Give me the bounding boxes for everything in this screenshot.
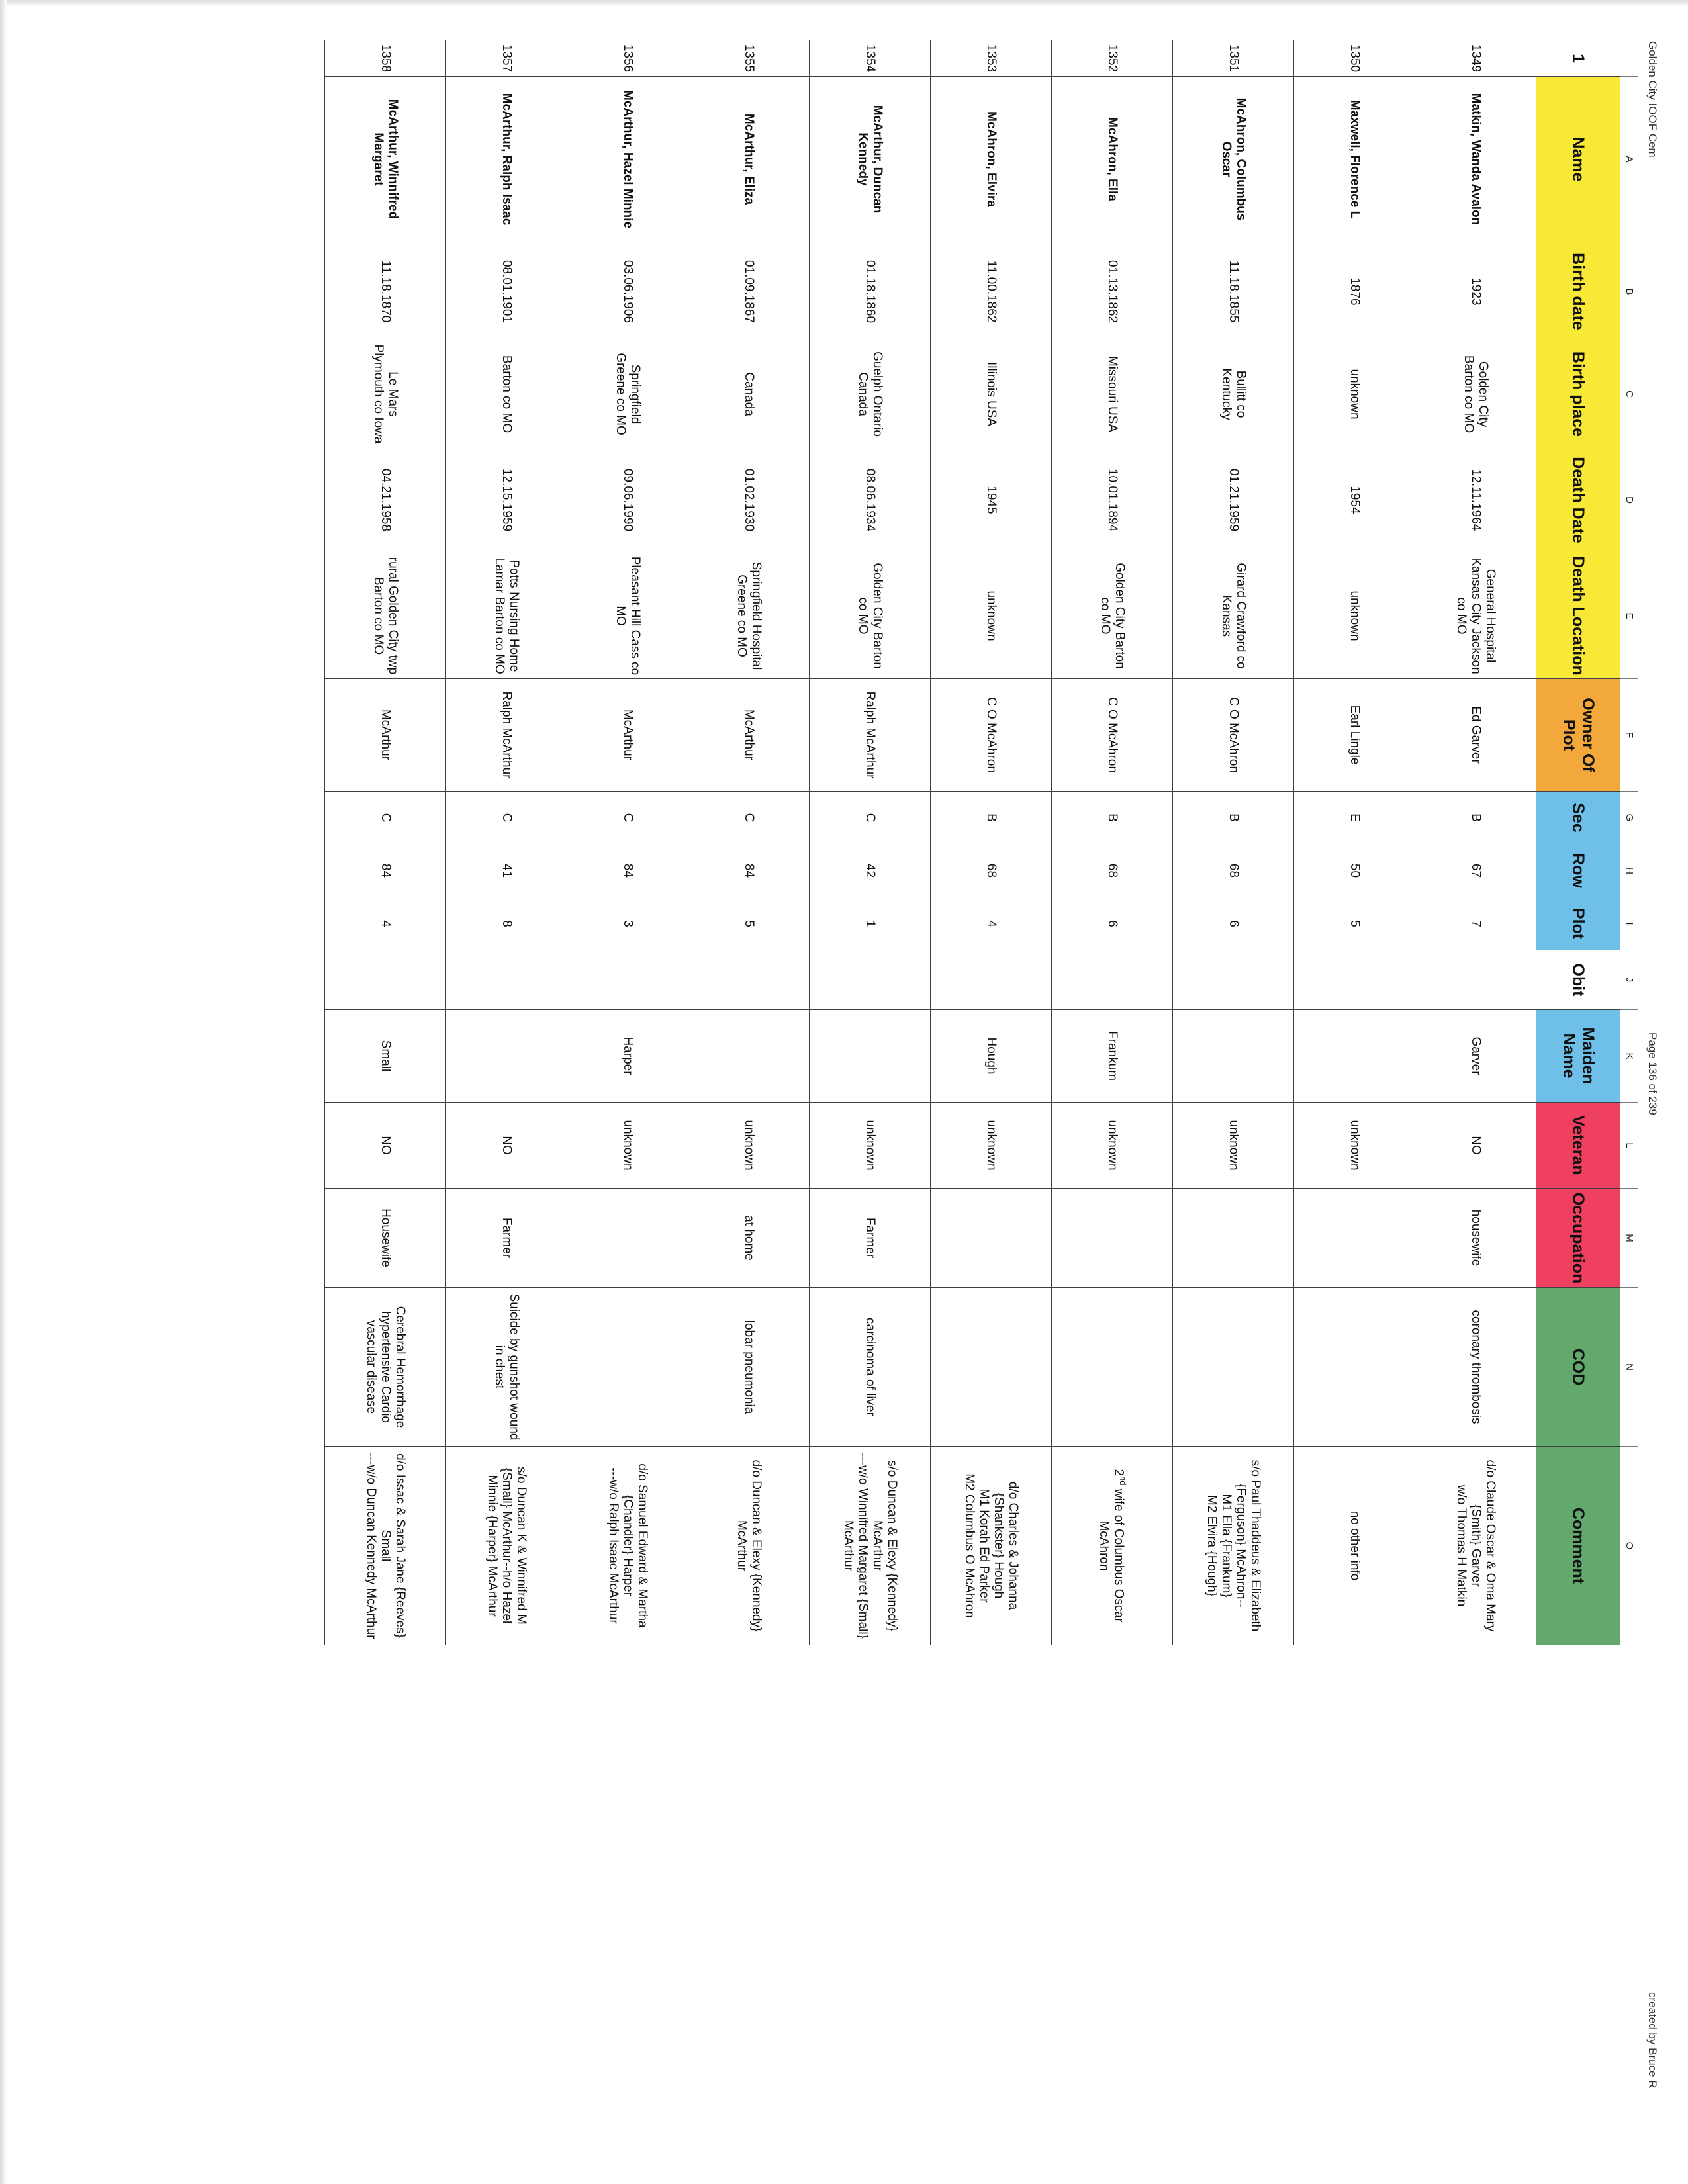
cell-plot[interactable]: 1 [810,897,931,950]
cell-birth-place[interactable]: Le Mars Plymouth co Iowa [325,341,446,447]
column-letter-a[interactable]: A [1620,77,1638,242]
cell-owner-of-plot[interactable]: Earl Lingle [1294,679,1415,792]
page-header-left: Golden City IOOF Cem [1646,41,1659,158]
cell-name[interactable]: McArthur, Hazel Minnie [567,77,688,242]
cell-row[interactable]: 68 [1052,844,1173,897]
cell-death-location[interactable]: rural Golden City twp Barton co MO [325,553,446,679]
cell-plot[interactable]: 4 [931,897,1052,950]
table-row [931,40,1052,1645]
row-number[interactable]: 1357 [446,40,567,77]
cell-death-location[interactable]: Girard Crawford co Kansas [1173,553,1294,679]
cell-birth-date[interactable]: 1876 [1294,242,1415,341]
row-number[interactable]: 1358 [325,40,446,77]
cell-cod[interactable]: Cerebral Hemorrhage hypertensive Cardio vascular disease [325,1288,446,1447]
cell-maiden-name[interactable] [446,1010,567,1103]
table-row [1294,40,1415,1645]
column-header-occupation[interactable]: Occupation [1536,1189,1620,1288]
row-number[interactable]: 1350 [1294,40,1415,77]
column-letter-e[interactable]: E [1620,553,1638,679]
cell-obit[interactable] [931,950,1052,1010]
column-letter-g[interactable]: G [1620,792,1638,844]
cell-sec[interactable]: B [931,792,1052,844]
cell-cod[interactable] [567,1288,688,1447]
cell-birth-date[interactable]: 11.00.1862 [931,242,1052,341]
cell-birth-date[interactable]: 11.18.1870 [325,242,446,341]
cell-maiden-name[interactable] [1173,1010,1294,1103]
cell-obit[interactable] [1173,950,1294,1010]
cell-occupation[interactable] [1173,1189,1294,1288]
cell-occupation[interactable]: Farmer [810,1189,931,1288]
cell-occupation[interactable]: Housewife [325,1189,446,1288]
cell-comment[interactable]: s/o Duncan K & Winnifred M {Small} McArthur--h/o Hazel Minnie {Harper} McArthur [446,1447,567,1645]
cell-birth-place[interactable]: Springfield Greene co MO [567,341,688,447]
cell-name[interactable]: McAhron, Ella [1052,77,1173,242]
cell-comment[interactable]: 2nd wife of Columbus Oscar McAhron [1052,1447,1173,1645]
cell-veteran[interactable]: unknown [931,1103,1052,1189]
cell-name[interactable]: McAhron, Columbus Oscar [1173,77,1294,242]
cell-owner-of-plot[interactable]: McArthur [325,679,446,792]
cell-death-date[interactable]: 1945 [931,447,1052,553]
row-number[interactable]: 1351 [1173,40,1294,77]
cell-owner-of-plot[interactable]: C O McAhron [931,679,1052,792]
cell-birth-place[interactable]: Barton co MO [446,341,567,447]
column-letter-row [1620,40,1638,1645]
cell-comment[interactable]: d/o Samuel Edward & Martha {Chandler} Harper ---w/o Ralph Isaac McArthur [567,1447,688,1645]
cell-birth-date[interactable]: 01.09.1867 [688,242,810,341]
cell-occupation[interactable] [931,1189,1052,1288]
table-row [1173,40,1294,1645]
cell-plot[interactable]: 6 [1052,897,1173,950]
cell-name[interactable]: McArthur, Duncan Kennedy [810,77,931,242]
column-header-obit[interactable]: Obit [1536,950,1620,1010]
cell-obit[interactable] [567,950,688,1010]
cell-cod[interactable]: carcinoma of liver [810,1288,931,1447]
cell-maiden-name[interactable]: Frankum [1052,1010,1173,1103]
column-letter-m[interactable]: M [1620,1189,1638,1288]
cell-birth-date[interactable]: 08.01.1901 [446,242,567,341]
cell-birth-place[interactable]: Missouri USA [1052,341,1173,447]
cell-name[interactable]: McAhron, Elvira [931,77,1052,242]
column-header-comment[interactable]: Comment [1536,1447,1620,1645]
cell-obit[interactable] [446,950,567,1010]
cell-sec[interactable]: E [1294,792,1415,844]
grid-corner [1620,40,1638,77]
cell-veteran[interactable]: NO [1415,1103,1536,1189]
table-row [1052,40,1173,1645]
row-number[interactable]: 1349 [1415,40,1536,77]
cell-row[interactable]: 84 [325,844,446,897]
cell-row[interactable]: 42 [810,844,931,897]
row-number[interactable]: 1355 [688,40,810,77]
column-letter-j[interactable]: J [1620,950,1638,1010]
cell-death-location[interactable]: Golden City Barton co MO [1052,553,1173,679]
cell-veteran[interactable]: NO [446,1103,567,1189]
cell-occupation[interactable] [1294,1189,1415,1288]
column-letter-i[interactable]: I [1620,897,1638,950]
column-letter-n[interactable]: N [1620,1288,1638,1447]
row-number[interactable]: 1352 [1052,40,1173,77]
column-letter-f[interactable]: F [1620,679,1638,792]
column-header-maiden-name[interactable]: Maiden Name [1536,1010,1620,1103]
cell-name[interactable]: McArthur, Eliza [688,77,810,242]
cell-sec[interactable]: C [446,792,567,844]
cell-birth-date[interactable]: 03.06.1906 [567,242,688,341]
cell-death-location[interactable]: unknown [1294,553,1415,679]
cell-birth-place[interactable]: Bullitt co Kentucky [1173,341,1294,447]
column-header-name[interactable]: Name [1536,77,1620,242]
cell-death-date[interactable]: 12.11.1964 [1415,447,1536,553]
cell-owner-of-plot[interactable]: C O McAhron [1052,679,1173,792]
column-header-cod[interactable]: COD [1536,1288,1620,1447]
table-row [1415,40,1536,1645]
cell-row[interactable]: 68 [931,844,1052,897]
cell-sec[interactable]: B [1415,792,1536,844]
column-letter-o[interactable]: O [1620,1447,1638,1645]
table-row [567,40,688,1645]
cell-veteran[interactable]: NO [325,1103,446,1189]
cell-cod[interactable] [931,1288,1052,1447]
cell-name[interactable]: Matkin, Wanda Avalon [1415,77,1536,242]
page-footer-pagenumber: Page 136 of 239 [1646,1032,1659,1115]
column-header-veteran[interactable]: Veteran [1536,1103,1620,1189]
cell-death-date[interactable]: 09.06.1990 [567,447,688,553]
cell-name[interactable]: McArthur, Ralph Isaac [446,77,567,242]
cell-death-location[interactable]: Pleasant Hill Cass co MO [567,553,688,679]
cell-veteran[interactable]: unknown [688,1103,810,1189]
cell-death-date[interactable]: 04.21.1958 [325,447,446,553]
column-letter-l[interactable]: L [1620,1103,1638,1189]
cell-owner-of-plot[interactable]: McArthur [688,679,810,792]
cell-cod[interactable]: Suicide by gunshot wound in chest [446,1288,567,1447]
cell-row[interactable]: 84 [688,844,810,897]
table-row [688,40,810,1645]
cell-sec[interactable]: C [325,792,446,844]
cell-plot[interactable]: 7 [1415,897,1536,950]
cell-maiden-name[interactable] [688,1010,810,1103]
cell-maiden-name[interactable]: Hough [931,1010,1052,1103]
cell-owner-of-plot[interactable]: McArthur [567,679,688,792]
cell-death-date[interactable]: 01.21.1959 [1173,447,1294,553]
cell-birth-date[interactable]: 1923 [1415,242,1536,341]
cell-row[interactable]: 41 [446,844,567,897]
cell-maiden-name[interactable] [810,1010,931,1103]
cell-veteran[interactable]: unknown [810,1103,931,1189]
cell-name[interactable]: Maxwell, Florence L [1294,77,1415,242]
cell-owner-of-plot[interactable]: Ed Garver [1415,679,1536,792]
cell-death-location[interactable]: unknown [931,553,1052,679]
cell-death-date[interactable]: 10.01.1894 [1052,447,1173,553]
cell-owner-of-plot[interactable]: Ralph McArthur [446,679,567,792]
cell-row[interactable]: 68 [1173,844,1294,897]
cell-comment[interactable]: no other info [1294,1447,1415,1645]
column-letter-k[interactable]: K [1620,1010,1638,1103]
column-letter-d[interactable]: D [1620,447,1638,553]
cell-obit[interactable] [325,950,446,1010]
cell-obit[interactable] [688,950,810,1010]
cell-birth-place[interactable]: Golden City Barton co MO [1415,341,1536,447]
cell-obit[interactable] [1415,950,1536,1010]
cell-occupation[interactable]: housewife [1415,1189,1536,1288]
row-number[interactable]: 1353 [931,40,1052,77]
cell-death-date[interactable]: 12.15.1959 [446,447,567,553]
cell-cod[interactable] [1052,1288,1173,1447]
cell-plot[interactable]: 5 [1294,897,1415,950]
cell-comment[interactable]: d/o Duncan & Elexy {Kennedy} McArthur [688,1447,810,1645]
cell-obit[interactable] [1294,950,1415,1010]
table-header-row [1536,40,1620,1645]
cell-birth-place[interactable]: Canada [688,341,810,447]
column-letter-h[interactable]: H [1620,844,1638,897]
cell-plot[interactable]: 4 [325,897,446,950]
cell-death-location[interactable]: Golden City Barton co MO [810,553,931,679]
cell-occupation[interactable] [567,1189,688,1288]
cell-birth-date[interactable]: 01.18.1860 [810,242,931,341]
cell-maiden-name[interactable]: Garver [1415,1010,1536,1103]
column-header-plot[interactable]: Plot [1536,897,1620,950]
cell-owner-of-plot[interactable]: Ralph McArthur [810,679,931,792]
table-row [810,40,931,1645]
cell-plot[interactable]: 3 [567,897,688,950]
table-row [446,40,567,1645]
cell-maiden-name[interactable] [1294,1010,1415,1103]
cell-row[interactable]: 84 [567,844,688,897]
cemetery-records-table [324,40,1638,1645]
cell-maiden-name[interactable]: Harper [567,1010,688,1103]
cell-occupation[interactable]: at home [688,1189,810,1288]
cell-name[interactable]: McArthur, Winnifred Margaret [325,77,446,242]
cell-death-date[interactable]: 1954 [1294,447,1415,553]
cell-sec[interactable]: B [1052,792,1173,844]
cell-cod[interactable] [1173,1288,1294,1447]
cell-birth-place[interactable]: Guelph Ontario Canada [810,341,931,447]
cell-plot[interactable]: 8 [446,897,567,950]
cell-maiden-name[interactable]: Small [325,1010,446,1103]
cell-birth-date[interactable]: 11.18.1855 [1173,242,1294,341]
cell-comment[interactable]: d/o Issac & Sarah Jane {Reeves} Small ---w/o Duncan Kennedy McArthur [325,1447,446,1645]
cell-cod[interactable] [1294,1288,1415,1447]
cell-row[interactable]: 67 [1415,844,1536,897]
cell-comment[interactable]: s/o Paul Thaddeus & Elizabeth {Ferguson} McAhron-- M1 Ella {Frankum} M2 Elvira {Hough} [1173,1447,1294,1645]
cell-veteran[interactable]: unknown [1294,1103,1415,1189]
cell-veteran[interactable]: unknown [567,1103,688,1189]
column-letter-b[interactable]: B [1620,242,1638,341]
page-credit: created by Bruce R [1646,1992,1659,2089]
cell-birth-place[interactable]: Illinois USA [931,341,1052,447]
cell-cod[interactable]: lobar pneumonia [688,1288,810,1447]
column-header-death-date[interactable]: Death Date [1536,447,1620,553]
cell-occupation[interactable]: Farmer [446,1189,567,1288]
cell-obit[interactable] [810,950,931,1010]
column-header-owner-of-plot[interactable]: Owner Of Plot [1536,679,1620,792]
cell-sec[interactable]: C [810,792,931,844]
cell-sec[interactable]: B [1173,792,1294,844]
cell-veteran[interactable]: unknown [1173,1103,1294,1189]
cell-comment[interactable]: s/o Duncan & Elexy {Kennedy} McArthur ---w/o Winnifred Margaret {Small} McArthur [810,1447,931,1645]
cell-sec[interactable]: C [567,792,688,844]
cell-death-date[interactable]: 08.06.1934 [810,447,931,553]
cell-death-location[interactable]: Springfield Hospital Greene co MO [688,553,810,679]
cell-death-location[interactable]: General Hospital Kansas City Jackson co MO [1415,553,1536,679]
row-number[interactable]: 1356 [567,40,688,77]
table-row [325,40,446,1645]
cell-veteran[interactable]: unknown [1052,1103,1173,1189]
cell-cod[interactable]: coronary thrombosis [1415,1288,1536,1447]
column-header-birth-place[interactable]: Birth place [1536,341,1620,447]
cell-owner-of-plot[interactable]: C O McAhron [1173,679,1294,792]
cell-comment[interactable]: d/o Charles & Johanna {Shankster} Hough M1 Korah Ed Parker M2 Columbus O McAhron [931,1447,1052,1645]
row-number[interactable]: 1 [1536,40,1620,77]
column-header-sec[interactable]: Sec [1536,792,1620,844]
column-header-death-location[interactable]: Death Location [1536,553,1620,679]
cell-obit[interactable] [1052,950,1173,1010]
cell-sec[interactable]: C [688,792,810,844]
cell-plot[interactable]: 6 [1173,897,1294,950]
cell-birth-date[interactable]: 01.13.1862 [1052,242,1173,341]
cell-comment[interactable]: d/o Claude Oscar & Oma Mary {Smith} Garver w/o Thomas H Matkin [1415,1447,1536,1645]
column-letter-c[interactable]: C [1620,341,1638,447]
cell-plot[interactable]: 5 [688,897,810,950]
cell-death-date[interactable]: 01.02.1930 [688,447,810,553]
cell-death-location[interactable]: Potts Nursing Home Lamar Barton co MO [446,553,567,679]
row-number[interactable]: 1354 [810,40,931,77]
cell-row[interactable]: 50 [1294,844,1415,897]
column-header-row[interactable]: Row [1536,844,1620,897]
cell-birth-place[interactable]: unknown [1294,341,1415,447]
cell-occupation[interactable] [1052,1189,1173,1288]
column-header-birth-date[interactable]: Birth date [1536,242,1620,341]
